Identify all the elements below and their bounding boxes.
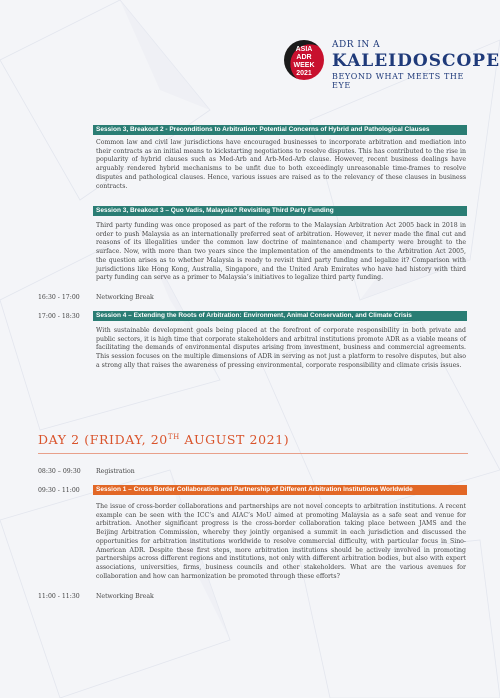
session-description: Third party funding was once proposed as part of the reform to the Malaysian Arbitration Act 2005 back in 2018 in order to push Malaysia as an internationally preferred seat of arbitration. However, it never made the final cut and reasons of its illegalities under the common law doctrine of maintenance and champerty were brought to the surface. Now, with more than two years since the implementation of the amendments to the Arbitration Act 2005, the question arises as to whether Malaysia is ready to revisit third party funding and legalize it? Comparison with jurisdictions like Hong Kong, Australia, Singapore, and the United Arab Emirates who have had history with third party funding can serve as a primer to Malaysia’s initiatives to legalize third party funding. (96, 222, 466, 282)
session-title-bar: Session 4 – Extending the Roots of Arbitration: Environment, Animal Conservation, and Climate Crisis (93, 311, 467, 321)
session-description: With sustainable development goals being placed at the forefront of corporate responsibility in both private and public sectors, it is high time that corporate stakeholders and arbitral institutions promote ADR as a viable means of facilitating the demands of environmental disputes arising from investment, business and commercial agreements. This session focuses on the multiple dimensions of ADR in serving as not just a platform to resolve disputes, but also a strong ally that raises the awareness of pressing environmental, corporate responsibility and climate crisis issues. (96, 327, 466, 369)
day-heading (38, 432, 289, 447)
day-heading-rest: AUGUST 2021) (179, 432, 290, 447)
day-heading-ordinal: TH (167, 432, 180, 441)
badge-line-4: 2021 (296, 70, 312, 77)
brand-title: KALEIDOSCOPE (332, 51, 500, 71)
agenda-item-label: Networking Break (96, 294, 154, 301)
agenda-item-label: Registration (96, 468, 135, 475)
time-slot: 11:00 - 11:30 (38, 593, 80, 600)
session-title-bar: Session 3, Breakout 2 - Preconditions to Arbitration: Potential Concerns of Hybrid and Pathological Clauses (93, 125, 467, 135)
asia-adr-week-badge (284, 40, 324, 80)
brand-line-1: ADR IN A (332, 40, 381, 50)
brand-tagline: BEYOND WHAT MEETS THE EYE (332, 72, 464, 90)
time-slot: 16:30 - 17:00 (38, 294, 80, 301)
session-description: Common law and civil law jurisdictions have encouraged businesses to incorporate arbitration and mediation into their contracts as an initial means to kickstarting negotiations to resolve disputes. This has contributed to the rise in popularity of hybrid clauses such as Med-Arb and Arb-Med-Arb clause. However, recent business dealings have arguably rendered hybrid mechanisms to be unfit due to both exceedingly unreasonable time-frames to resolve disputes and pathological clauses. Hence, various issues are raised as to the relevancy of these clauses in business contracts. (96, 139, 466, 190)
time-slot: 09:30 - 11:00 (38, 487, 80, 494)
event-logo (284, 40, 500, 90)
time-slot: 17:00 - 18:30 (38, 313, 80, 320)
badge-line-3: WEEK (293, 62, 315, 69)
session-title-bar: Session 1 – Cross Border Collaboration and Partnership of Different Arbitration Institutions Worldwide (93, 485, 467, 495)
day-heading-main: DAY 2 (FRIDAY, 20 (38, 432, 168, 447)
badge-line-1: ASIA (295, 46, 313, 53)
agenda-item-label: Networking Break (96, 593, 154, 600)
heading-divider (38, 453, 468, 454)
badge-line-2: ADR (296, 54, 312, 61)
time-slot: 08:30 – 09:30 (38, 468, 81, 475)
session-description: The issue of cross-border collaborations and partnerships are not novel concepts to arbitration institutions. A recent example can be seen with the ICC’s and AIAC’s MoU aimed at promoting Malaysia as a safe seat and venue for arbitration. Another significant progress is the cross-border collaboration taking place between JAMS and the Beijing Arbitration Commission, whereby they jointly organised a summit in each jurisdiction and discussed the opportunities for arbitration institutions worldwide to resolve commercial difficulty, with particular focus in Sino-American ADR. Despite these first steps, more arbitration institutions should be actively involved in promoting partnerships across different regions and institutions, not only with different arbitration bodies, but also with expert associations, universities, firms, business councils and other stakeholders. What are the various avenues for collaboration and how can harmonization be promoted through these efforts? (96, 503, 466, 580)
session-title-bar: Session 3, Breakout 3 – Quo Vadis, Malaysia? Revisiting Third Party Funding (93, 206, 467, 216)
